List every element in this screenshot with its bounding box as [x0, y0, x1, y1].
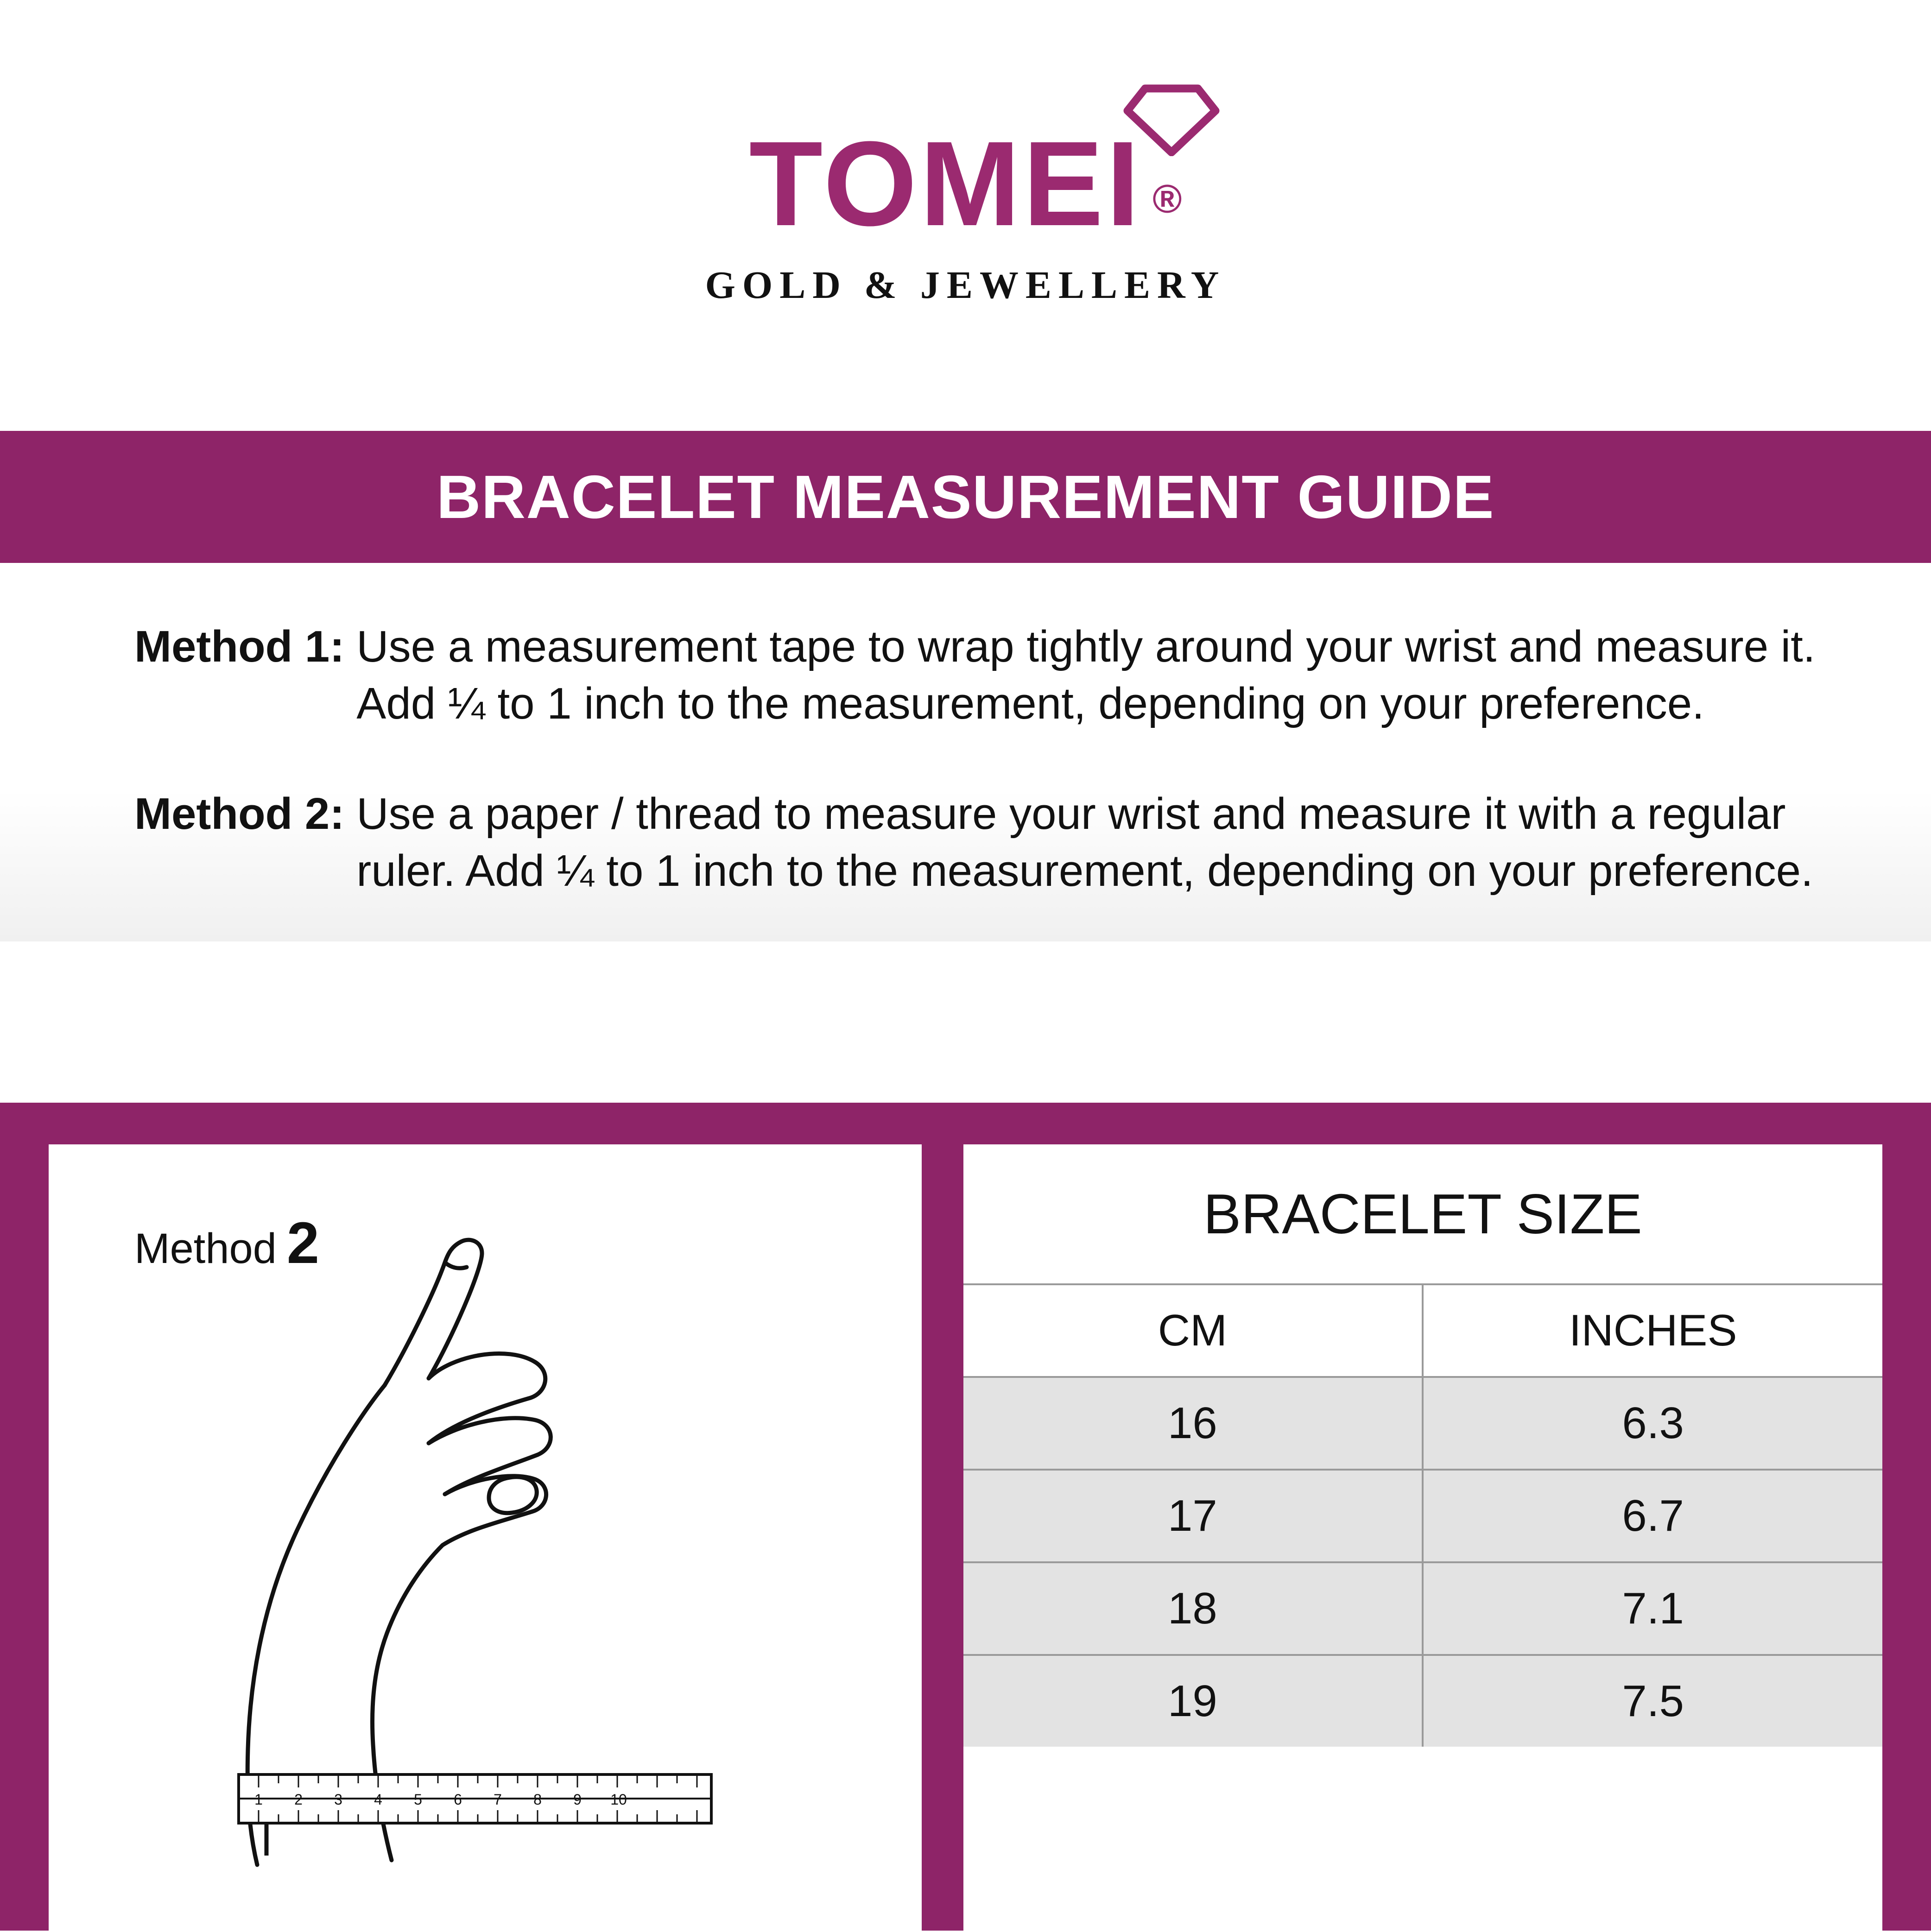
svg-text:3: 3 [334, 1791, 342, 1808]
cell-inches: 7.1 [1423, 1562, 1882, 1655]
cell-inches: 7.5 [1423, 1655, 1882, 1747]
size-table [963, 1285, 1882, 1747]
diamond-icon [1118, 82, 1225, 158]
method-1-text: Use a measurement tape to wrap tightly around your wrist and measure it. Add ¼ to 1 inch to the measurement, depending on your preference. [356, 622, 1816, 728]
svg-text:4: 4 [374, 1791, 382, 1808]
table-row [963, 1655, 1882, 1747]
svg-text:6: 6 [454, 1791, 462, 1808]
page-title: BRACELET MEASUREMENT GUIDE [436, 463, 1495, 531]
brand-name: TOMEI [749, 116, 1143, 251]
brand-header [0, 0, 1931, 431]
cell-cm: 18 [963, 1562, 1423, 1655]
hand-with-ruler-icon [211, 1225, 823, 1895]
table-row [963, 1470, 1882, 1562]
table-row [963, 1377, 1882, 1470]
table-row [963, 1562, 1882, 1655]
brand-tagline: GOLD & JEWELLERY [705, 263, 1226, 307]
methods-section [0, 563, 1931, 941]
cell-cm: 16 [963, 1377, 1423, 1470]
method-2-label: Method 2: [134, 789, 345, 839]
size-table-title: BRACELET SIZE [963, 1144, 1882, 1285]
cell-inches: 6.7 [1423, 1470, 1882, 1562]
table-header-inches: INCHES [1423, 1285, 1882, 1377]
svg-text:5: 5 [414, 1791, 422, 1808]
table-header-cm: CM [963, 1285, 1423, 1377]
logo-main [749, 116, 1182, 251]
svg-text:8: 8 [533, 1791, 542, 1808]
svg-text:7: 7 [494, 1791, 502, 1808]
svg-text:9: 9 [573, 1791, 582, 1808]
page-title-bar [0, 431, 1931, 563]
illustration-caption-number: 2 [286, 1210, 319, 1275]
ruler [239, 1774, 711, 1856]
cell-cm: 19 [963, 1655, 1423, 1747]
size-table-card [963, 1144, 1882, 1932]
logo-wrap [705, 116, 1226, 308]
method-1-row [134, 619, 1820, 732]
bottom-panel [0, 1103, 1931, 1931]
table-header-row [963, 1285, 1882, 1377]
method-2-text: Use a paper / thread to measure your wrist and measure it with a regular ruler. Add ¼ to 1 inch to the measurement, depending on your preference. [356, 789, 1813, 896]
svg-text:2: 2 [294, 1791, 303, 1808]
method-2-row [134, 786, 1820, 900]
cell-inches: 6.3 [1423, 1377, 1882, 1470]
illustration-caption-word: Method [134, 1225, 277, 1272]
method-1-label: Method 1: [134, 622, 345, 671]
illustration-card [49, 1144, 922, 1932]
svg-text:10: 10 [610, 1791, 627, 1808]
svg-text:1: 1 [254, 1791, 263, 1808]
registered-mark: ® [1152, 177, 1182, 221]
cell-cm: 17 [963, 1470, 1423, 1562]
